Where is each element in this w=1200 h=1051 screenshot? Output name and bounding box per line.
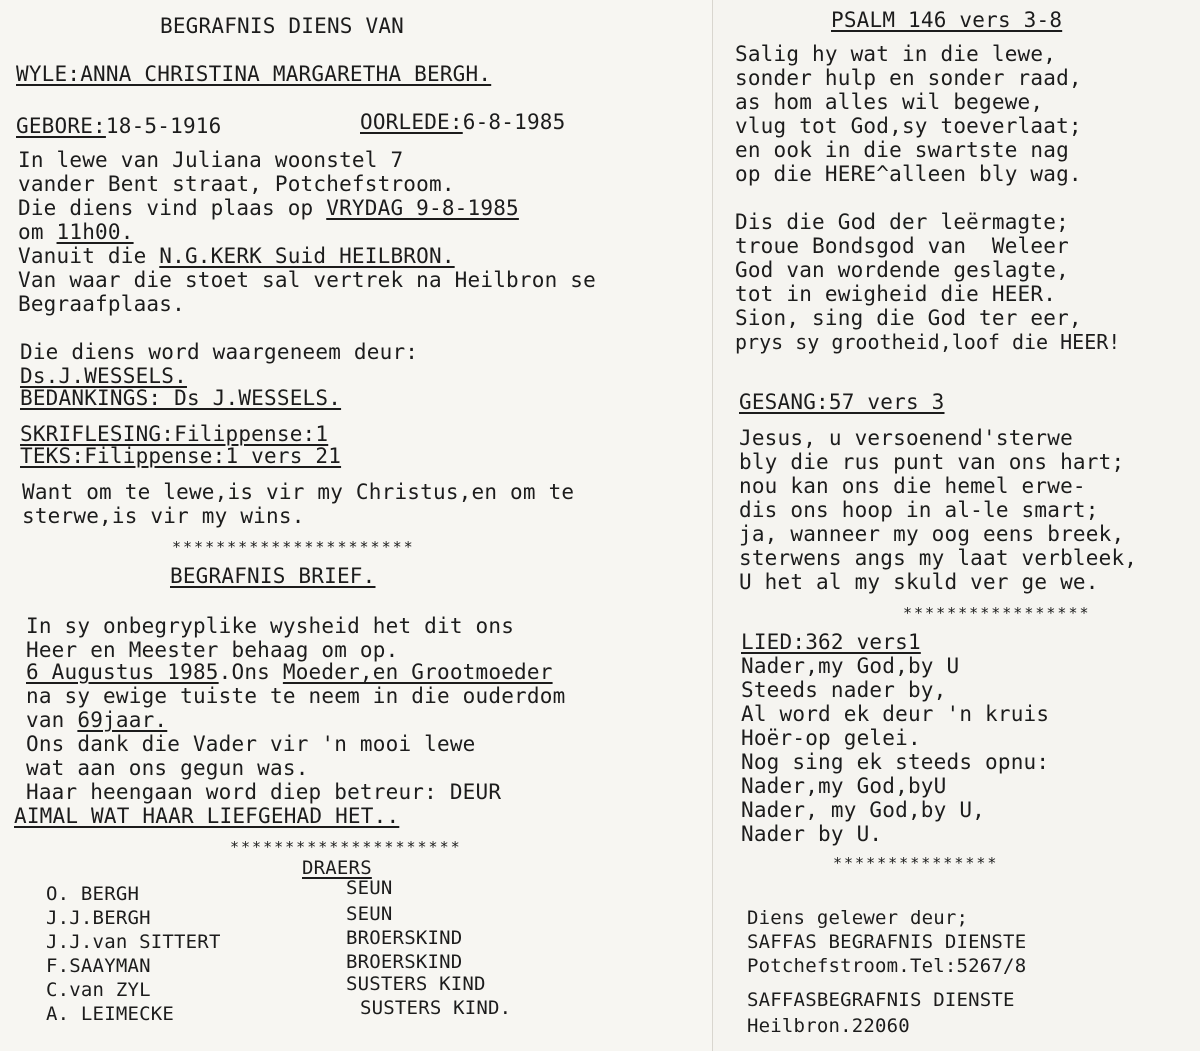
died-label: OORLEDE: [360, 110, 463, 134]
bearer-relation: SUSTERS KIND [346, 973, 486, 995]
lied-line: Nader by U. [741, 822, 883, 846]
psalm-title: PSALM 146 vers 3-8 [831, 8, 1063, 32]
church-name: N.G.KERK Suid HEILBRON. [159, 244, 455, 268]
letter-line-5: van 69jaar. [26, 708, 168, 732]
gesang-line: nou kan ons die hemel erwe- [739, 474, 1086, 498]
undertaker-name-1: SAFFAS BEGRAFNIS DIENSTE [747, 931, 1027, 953]
psalm-line: op die HERE^alleen bly wag. [735, 162, 1082, 186]
died-row [360, 110, 566, 134]
undertaker-intro: Diens gelewer deur; [747, 907, 969, 929]
gesang-title: GESANG:57 vers 3 [739, 390, 945, 414]
psalm-line: vlug tot God,sy toeverlaat; [735, 114, 1082, 138]
divider-stars-2: ********************* [230, 838, 462, 856]
psalm-line: en ook in die swartste nag [735, 138, 1069, 162]
bearer-name: F.SAAYMAN [46, 955, 151, 977]
age-underlined: 69jaar. [77, 708, 168, 732]
psalm-line: troue Bondsgod van Weleer [735, 234, 1069, 258]
bearer-relation: SUSTERS KIND. [360, 997, 512, 1019]
undertaker-contact-2: Heilbron.22060 [747, 1015, 910, 1037]
sermon-text: TEKS:Filippense:1 vers 21 [20, 444, 342, 468]
letter-line-8: Haar heengaan word diep betreur: DEUR [26, 780, 502, 804]
psalm-line: Dis die God der leërmagte; [735, 210, 1069, 234]
bearer-relation: SEUN [346, 903, 393, 925]
bearer-name: J.J.BERGH [46, 907, 151, 929]
divider-stars-3: ***************** [903, 604, 1091, 622]
letter-line-1: In sy onbegryplike wysheid het dit ons [26, 614, 515, 638]
mother-underlined: Moeder,en Grootmoeder [282, 660, 553, 684]
letter-line-7: wat aan ons gegun was. [26, 756, 309, 780]
lied-line: Nader, my God,by U, [741, 798, 986, 822]
bearer-relation: SEUN [346, 877, 393, 899]
born-row [16, 114, 222, 138]
bearer-name: O. BERGH [46, 883, 140, 905]
address-line-2: vander Bent straat, Potchefstroom. [18, 172, 455, 196]
officiant-intro: Die diens word waargeneem deur: [20, 340, 419, 364]
psalm-line: tot in ewigheid die HEER. [735, 282, 1057, 306]
deceased-name: WYLE:ANNA CHRISTINA MARGARETHA BERGH. [16, 62, 492, 86]
bearers-title: DRAERS [302, 857, 372, 879]
letter-line-6: Ons dank die Vader vir 'n mooi lewe [26, 732, 476, 756]
officiant: Ds.J.WESSELS. [20, 364, 187, 388]
undertaker-contact-1: Potchefstroom.Tel:5267/8 [747, 955, 1027, 977]
lied-line: Hoër-op gelei. [741, 726, 921, 750]
psalm-line: Salig hy wat in die lewe, [735, 42, 1057, 66]
service-time: 11h00. [56, 220, 134, 244]
page-title: BEGRAFNIS DIENS VAN [160, 14, 405, 38]
bearer-name: C.van ZYL [46, 979, 151, 1001]
lied-line: Nader,my God,byU [741, 774, 947, 798]
bearer-relation: BROERSKIND [346, 927, 463, 949]
death-date-underlined: 6 Augustus 1985 [26, 660, 219, 684]
verse-line-2: sterwe,is vir my wins. [22, 504, 305, 528]
service-line: Die diens vind plaas op VRYDAG 9-8-1985 [18, 196, 519, 220]
gesang-line: bly die rus punt van ons hart; [739, 450, 1125, 474]
lied-line: Steeds nader by, [741, 678, 947, 702]
psalm-line: Sion, sing die God ter eer, [735, 306, 1082, 330]
psalm-line: prys sy grootheid,loof die HEER! [735, 330, 1121, 354]
born-date: 18-5-1916 [105, 114, 222, 138]
born-label: GEBORE: [16, 114, 106, 138]
time-line: om 11h00. [18, 220, 134, 244]
lied-line: Nader,my God,by U [741, 654, 960, 678]
address-line-1: In lewe van Juliana woonstel 7 [18, 148, 404, 172]
verse-line-1: Want om te lewe,is vir my Christus,en om te [22, 480, 575, 504]
gesang-line: U het al my skuld ver ge we. [739, 570, 1099, 594]
church-line: Vanuit die N.G.KERK Suid HEILBRON. [18, 244, 455, 268]
undertaker-name-2: SAFFASBEGRAFNIS DIENSTE [747, 989, 1015, 1011]
lied-title: LIED:362 vers1 [741, 630, 921, 654]
gesang-line: dis ons hoop in al-le smart; [739, 498, 1099, 522]
bearer-name: A. LEIMECKE [46, 1003, 175, 1025]
service-date: VRYDAG 9-8-1985 [326, 196, 519, 220]
bearer-name: J.J.van SITTERT [46, 931, 221, 953]
gesang-line: Jesus, u versoenend'sterwe [739, 426, 1073, 450]
psalm-line: sonder hulp en sonder raad, [735, 66, 1082, 90]
divider-stars-4: *************** [833, 854, 999, 872]
procession-line-2: Begraafplaas. [18, 292, 185, 316]
letter-title: BEGRAFNIS BRIEF. [170, 564, 376, 588]
psalm-line: as hom alles wil begewe, [735, 90, 1044, 114]
gesang-line: ja, wanneer my oog eens breek, [739, 522, 1125, 546]
right-page [712, 0, 1200, 1051]
thanks-line: BEDANKINGS: Ds J.WESSELS. [20, 386, 342, 410]
scripture-reading: SKRIFLESING:Filippense:1 [20, 422, 329, 446]
letter-line-4: na sy ewige tuiste te neem in die ouderdom [26, 684, 566, 708]
died-date: 6-8-1985 [462, 110, 566, 134]
letter-line-9: AIMAL WAT HAAR LIEFGEHAD HET.. [14, 804, 400, 828]
letter-line-3: 6 Augustus 1985.Ons Moeder,en Grootmoeder [26, 660, 553, 684]
lied-line: Al word ek deur 'n kruis [741, 702, 1050, 726]
gesang-line: sterwens angs my laat verbleek, [739, 546, 1138, 570]
procession-line-1: Van waar die stoet sal vertrek na Heilbron se [18, 268, 596, 292]
psalm-line: God van wordende geslagte, [735, 258, 1069, 282]
lied-line: Nog sing ek steeds opnu: [741, 750, 1050, 774]
letter-line-2: Heer en Meester behaag om op. [26, 638, 399, 662]
divider-stars-1: ********************** [172, 538, 415, 556]
bearer-relation: BROERSKIND [346, 951, 463, 973]
